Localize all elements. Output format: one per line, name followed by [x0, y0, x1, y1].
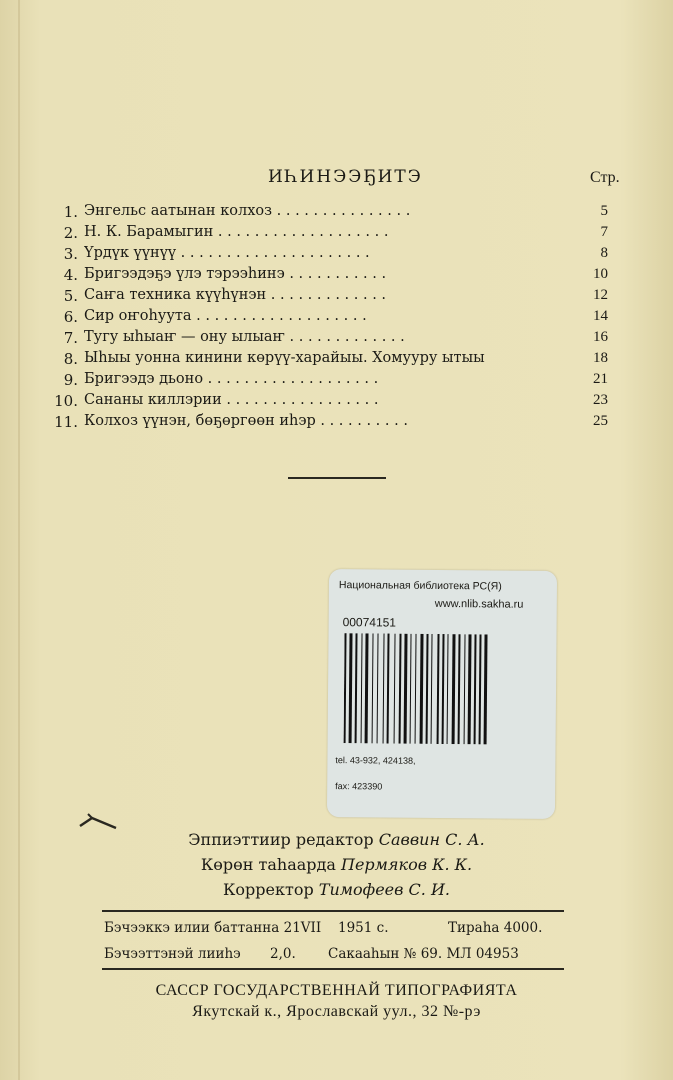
toc-page-number: 16 [593, 329, 608, 345]
toc-entry: Колхоз үүнэн, бөҕөргөөн иһэр . . . . . . . . . . [84, 413, 408, 429]
toc-page-number: 10 [593, 266, 608, 282]
order-number: Сакааһын № 69. МЛ 04953 [328, 946, 519, 962]
toc-number: 4. [63, 266, 78, 284]
tech-editor-role: Көрөн таһаарда [200, 855, 336, 874]
toc-page-number: 8 [600, 245, 608, 261]
editor-credit [0, 830, 673, 849]
toc-number: 1. [63, 203, 78, 221]
toc-number: 9. [63, 371, 78, 389]
toc-number: 7. [63, 329, 78, 347]
barcode-icon [344, 633, 543, 745]
toc-row [0, 266, 673, 287]
print-run: Тираһа 4000. [448, 920, 543, 936]
toc-page-number: 23 [593, 392, 608, 408]
toc-page-number: 12 [593, 287, 608, 303]
page-fold [18, 0, 20, 1080]
toc-page-number: 25 [593, 413, 608, 429]
print-year: 1951 с. [338, 920, 389, 936]
toc-row [0, 329, 673, 350]
printing-house-address: Якутскай к., Ярославскай уул., 32 №-рэ [192, 1003, 481, 1020]
sheet-count-label: Бэчээттэнэй лииһэ [104, 946, 241, 962]
toc-row [0, 350, 673, 371]
toc-page-column-header: Стр. [590, 169, 620, 186]
toc-row [0, 308, 673, 329]
inventory-code: 00074151 [342, 615, 397, 630]
toc-row [0, 392, 673, 413]
imprint-rule-top [102, 910, 564, 912]
toc-page-number: 7 [600, 224, 608, 240]
toc-number: 5. [63, 287, 78, 305]
toc-row [0, 224, 673, 245]
toc-page-number: 21 [593, 371, 608, 387]
toc-entry: Үрдүк үүнүү . . . . . . . . . . . . . . . . . . . . . [84, 245, 370, 261]
toc-entry: Саҥа техника күүһүнэн . . . . . . . . . . . . . [84, 287, 387, 303]
imprint-rule-bottom [102, 968, 564, 970]
toc-number: 3. [63, 245, 78, 263]
toc-entry: Ыһыы уонна кинини көрүү-харайыы. Хомууру ытыы [84, 350, 485, 366]
toc-page-number: 14 [593, 308, 608, 324]
ink-mark-icon [78, 812, 118, 832]
proofreader-role: Корректор [223, 880, 314, 899]
toc-number: 11. [54, 413, 78, 431]
toc-entry: Сир оҥоһуута . . . . . . . . . . . . . . . . . . . [84, 308, 367, 324]
toc-entry: Н. К. Барамыгин . . . . . . . . . . . . . . . . . . . [84, 224, 389, 240]
toc-entry: Бригээдэ дьоно . . . . . . . . . . . . . . . . . . . [84, 371, 379, 387]
printing-house-name: САССР ГОСУДАРСТВЕННАЙ ТИПОГРАФИЯТА [155, 982, 518, 999]
tech-editor-credit [0, 855, 673, 874]
toc-entry: Тугу ыһыаҥ — ону ылыаҥ . . . . . . . . . . . . . [84, 329, 405, 345]
toc-number: 2. [63, 224, 78, 242]
toc-row [0, 245, 673, 266]
toc-row [0, 371, 673, 392]
toc-number: 6. [63, 308, 78, 326]
toc-page-number: 18 [593, 350, 608, 366]
library-phone: tel. 43-932, 424138, [335, 755, 416, 766]
library-url: www.nlib.sakha.ru [434, 597, 524, 611]
toc-row [0, 203, 673, 224]
toc-number: 8. [63, 350, 78, 368]
section-divider [288, 477, 386, 479]
library-fax: fax: 423390 [335, 781, 383, 792]
library-name: Национальная библиотека РС(Я) [338, 579, 502, 593]
editor-name: Саввин С. А. [378, 830, 485, 849]
print-date: Бэчээккэ илии баттанна 21VII [104, 920, 322, 936]
proofreader-credit [0, 880, 673, 899]
proofreader-name: Тимофеев С. И. [318, 880, 450, 899]
sheet-count: 2,0. [270, 946, 296, 962]
editor-role: Эппиэттиир редактор [188, 830, 374, 849]
toc-entry: Бригээдэҕэ үлэ тэрээһинэ . . . . . . . . . . . [84, 266, 387, 282]
toc-page-number: 5 [600, 203, 608, 219]
toc-header [0, 165, 673, 195]
tech-editor-name: Пермяков К. К. [341, 855, 473, 874]
library-barcode-sticker [327, 569, 557, 819]
toc-row [0, 413, 673, 434]
toc-entry: Сананы киллэрии . . . . . . . . . . . . . . . . . [84, 392, 379, 408]
toc-entry: Энгельс аатынан колхоз . . . . . . . . . . . . . . . [84, 203, 411, 219]
toc-row [0, 287, 673, 308]
toc-number: 10. [54, 392, 78, 410]
toc-title: ИҺИНЭЭҔИТЭ [268, 167, 423, 187]
